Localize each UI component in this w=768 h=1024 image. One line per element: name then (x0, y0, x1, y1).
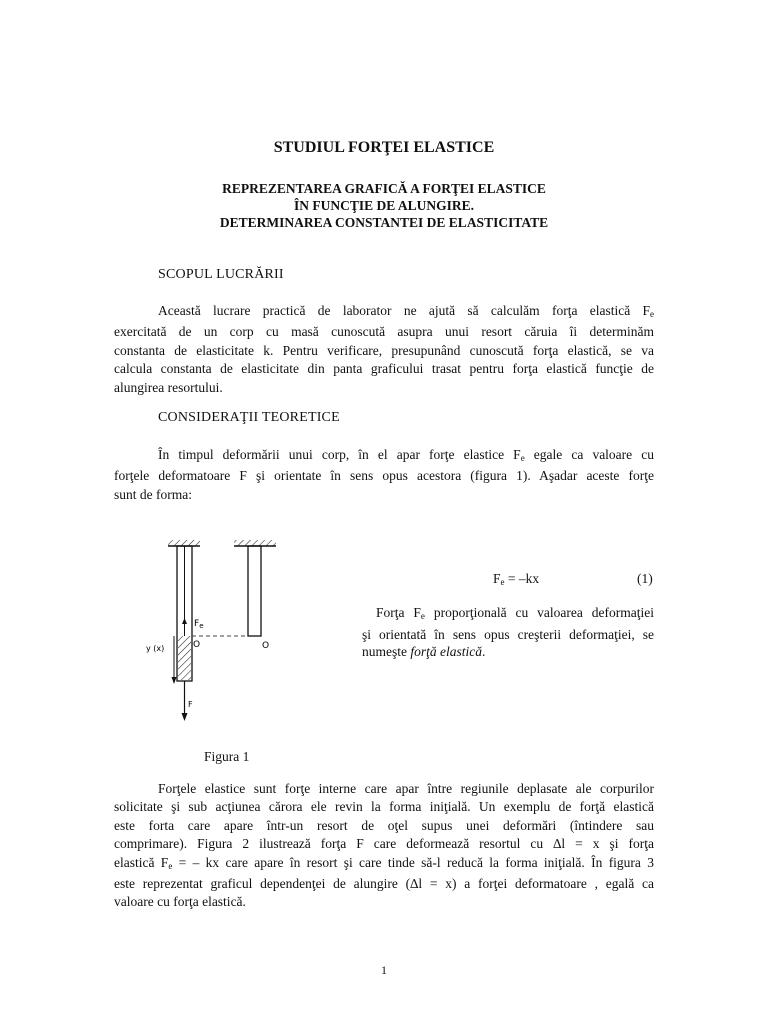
section-heading-scopul: SCOPUL LUCRĂRII (158, 267, 284, 282)
label-fe: $F_e$ (194, 619, 204, 630)
text-line: Forţa $F_e$ proporţională cu valoarea deformaţiei (376, 605, 654, 621)
elastic-force-arrowhead (182, 618, 187, 624)
label-f: F (188, 700, 193, 709)
text-line: sunt de forma: (114, 486, 192, 502)
text-line: valoare cu forţa elastică. (114, 894, 246, 910)
text-line: calcula constanta de elasticitate din panta graficului trasat pentru forţa elastică funcţie de (114, 361, 654, 377)
side-paragraph (362, 604, 654, 661)
ceiling-support-left (168, 540, 200, 546)
label-o-left: O (193, 640, 201, 650)
paragraph-scopul (114, 302, 654, 397)
text-line: constanta de elasticitate k. Pentru verificare, presupunând cunoscută forţa elastică, se va (114, 342, 654, 358)
ceiling-support-right (234, 540, 276, 546)
formula-elastic-force: $F_e = -kx$ (493, 571, 540, 587)
section-heading-consideratii: CONSIDERAŢII TEORETICE (158, 410, 340, 425)
subtitle-line: DETERMINAREA CONSTANTEI DE ELASTICITATE (219, 215, 549, 230)
page-title: STUDIUL FORŢEI ELASTICE (273, 139, 495, 156)
label-y-x: y (x) (146, 644, 165, 653)
deforming-force-arrowhead (182, 713, 188, 721)
page-number: 1 (381, 963, 387, 977)
paragraph-forte-elastice (114, 780, 654, 912)
subtitle (0, 180, 768, 231)
text-line: este forta care apare într-un resort de oţel supus unei deformări (întindere sau (114, 817, 654, 833)
unstretched-bar (248, 546, 261, 636)
text-line: În timpul deformării unui corp, în el apar forţe elastice $F_e$ egale ca valoare cu (158, 447, 654, 463)
equation-number: (1) (637, 571, 653, 586)
text-line: forţele deformatoare F şi orientate în sens opus acestora (figura 1). Aşadar aceste forţe (114, 468, 654, 484)
paragraph-consideratii (114, 446, 654, 504)
label-o-right: O (262, 641, 270, 651)
figure-1-springs (136, 534, 286, 724)
subtitle-line: ÎN FUNCŢIE DE ALUNGIRE. (293, 198, 475, 213)
text-line: numeşte forţă elastică. (362, 644, 486, 660)
text-line: este reprezentat graficul dependenţei de alungire (∆l = x) a forţei deformatoare , egală ca (114, 876, 654, 892)
text-line: solicitate şi sub acţiunea cărora ele revin la forma iniţială. Un exemplu de forţă elastică (114, 799, 654, 815)
elongation-hatch (178, 636, 191, 680)
displacement-arrowhead (172, 677, 177, 684)
text-line: Această lucrare practică de laborator ne ajută să calculăm forţa elastică $F_e$ (158, 303, 654, 319)
text-line: alungirea resortului. (114, 379, 223, 395)
text-line: elastică $F_e$ = – kx care apare în resort şi care tinde să-l reducă la forma iniţială. În figura 3 (114, 854, 654, 871)
text-line: Forţele elastice sunt forţe interne care apar între regiunile deplasate ale corpurilor (158, 781, 654, 796)
subtitle-line: REPREZENTAREA GRAFICĂ A FORŢEI ELASTICE (222, 181, 546, 196)
figure-caption: Figura 1 (204, 749, 250, 764)
text-line: exercitată de un corp cu masă cunoscută asupra unui resort căruia îi determinăm (114, 324, 654, 340)
text-line: comprimare). Figura 2 ilustrează forţa F care deformează resortul cu ∆l = x şi forţa (114, 836, 654, 852)
text-line: şi orientată în sens opus creşterii deformaţiei, se (362, 626, 654, 642)
